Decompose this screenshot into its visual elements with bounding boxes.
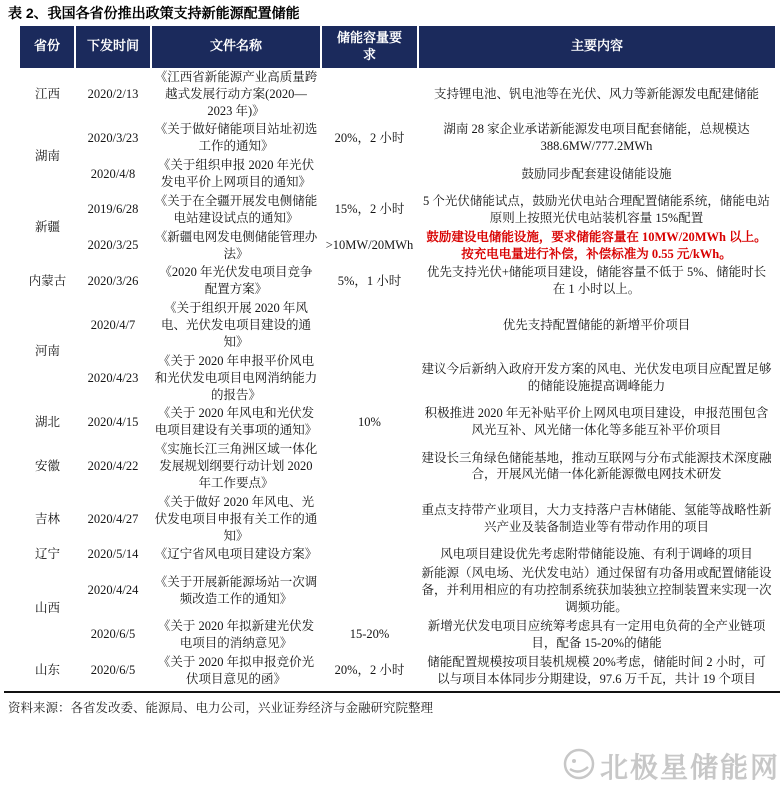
cell-date: 2020/4/15 [87, 414, 139, 429]
cell-date: 2020/3/26 [87, 273, 139, 288]
cell-province: 湖北 [34, 414, 60, 429]
cell-capacity-req: 5%，1 小时 [337, 273, 402, 288]
table-row [20, 192, 775, 228]
cell-main-content: 优先支持配置储能的新增平价项目 [502, 318, 691, 333]
table-title: 表 2、我国各省份推出政策支持新能源配置储能 [8, 5, 300, 21]
cell-province: 山东 [34, 663, 60, 678]
cell-doc-name: 《关于 2020 年申报平价风电和光伏发电项目电网消纳能力的报告》 [154, 353, 318, 402]
cell-doc-name: 《新疆电网发电侧储能管理办法》 [154, 229, 318, 261]
cell-capacity-req [321, 440, 418, 493]
cell-capacity-req: 15-20% [349, 627, 390, 642]
cell-province: 湖南 [34, 148, 60, 163]
cell-capacity-req: 20%，2 小时 [334, 130, 405, 145]
table-row [20, 299, 775, 352]
cell-doc-name: 《关于 2020 年拟申报竞价光伏项目意见的函》 [157, 654, 315, 686]
cell-date: 2019/6/28 [87, 202, 139, 217]
table-row [20, 156, 775, 192]
cell-date: 2020/2/13 [87, 86, 139, 101]
cell-doc-name: 《实施长江三角洲区域一体化发展规划纲要行动计划 2020 年工作要点》 [154, 442, 318, 490]
table-row [20, 263, 775, 299]
cell-capacity-req: >10MW/20MWh [325, 238, 414, 253]
cell-capacity-req [321, 68, 418, 121]
table-row [20, 404, 775, 440]
header-date: 下发时间 [75, 26, 151, 68]
cell-capacity-req [321, 564, 418, 617]
table-row [20, 352, 775, 405]
table-row [20, 564, 775, 617]
table-row [20, 120, 775, 156]
cell-doc-name: 《关于 2020 年风电和光伏发电项目建设有关事项的通知》 [154, 406, 318, 438]
cell-date: 2020/4/24 [87, 583, 139, 598]
cell-main-content-highlighted: 鼓励建设电储能设施，要求储能容量在 10MW/20MWh 以上。按充电电量进行补偿，补偿标准为 0.55 元/kWh。 [426, 229, 767, 261]
cell-main-content: 鼓励同步配套建设储能设施 [521, 166, 672, 181]
cell-capacity-req [321, 545, 418, 564]
header-main-content: 主要内容 [418, 26, 775, 68]
cell-capacity-req: 15%，2 小时 [334, 202, 405, 217]
cell-province: 河南 [34, 344, 60, 359]
header-row [20, 26, 775, 68]
cell-capacity-req [321, 156, 418, 192]
cell-province: 安徽 [34, 459, 60, 474]
table-row [20, 228, 775, 264]
header-province: 省份 [20, 26, 75, 68]
cell-date: 2020/4/8 [90, 166, 136, 181]
header-doc-name: 文件名称 [151, 26, 321, 68]
cell-capacity-req: 10% [358, 414, 381, 429]
cell-date: 2020/5/14 [87, 547, 139, 562]
cell-doc-name: 《关于组织申报 2020 年光伏发电平价上网项目的通知》 [157, 158, 315, 190]
table-row [20, 653, 775, 689]
watermark-text: 北极星储能网 [599, 752, 780, 783]
cell-main-content: 重点支持带产业项目，大力支持落户吉林储能、氢能等战略性新兴产业及装备制造业等有带动作用的项目 [421, 503, 772, 535]
cell-main-content: 建设长三角绿色储能基地，推动互联网与分布式能源技术深度融合，开展风光储一体化新能源微电网技术研发 [421, 450, 772, 482]
cell-main-content: 新增光伏发电项目应统筹考虑具有一定用电负荷的全产业链项目，配备 15-20%的储能 [427, 618, 766, 650]
cell-date: 2020/4/22 [87, 459, 139, 474]
cell-doc-name: 《江西省新能源产业高质量跨越式发展行动方案(2020—2023 年)》 [154, 69, 318, 118]
cell-province: 江西 [34, 86, 60, 101]
table-row [20, 68, 775, 121]
cell-capacity-req [321, 299, 418, 352]
cell-main-content: 5 个光伏储能试点，鼓励光伏电站合理配置储能系统，储能电站原则上按照光伏电站装机容量 15%配置 [423, 193, 770, 225]
cell-date: 2020/6/5 [90, 663, 136, 678]
cell-doc-name: 《关于做好 2020 年风电、光伏发电项目申报有关工作的通知》 [154, 494, 318, 543]
watermark [562, 746, 780, 786]
cell-main-content: 优先支持光伏+储能项目建设，储能容量不低于 5%、储能时长在 1 小时以上。 [426, 265, 767, 297]
cell-capacity-req [321, 352, 418, 405]
cell-main-content: 储能配置规模按项目装机规模 20%考虑，储能时间 2 小时，可以与项目本体同步分期建设，97.6 万千瓦，共计 19 个项目 [427, 654, 766, 686]
cell-date: 2020/4/7 [90, 318, 136, 333]
source-note: 资料来源：各省发改委、能源局、电力公司，兴业证券经济与金融研究院整理 [8, 701, 434, 716]
cell-date: 2020/4/27 [87, 511, 139, 526]
cell-province: 山西 [34, 601, 60, 616]
cell-main-content: 支持锂电池、钒电池等在光伏、风力等新能源发电配建储能 [433, 86, 759, 101]
header-capacity-req: 储能容量要求 [321, 26, 418, 68]
cell-doc-name: 《2020 年光伏发电项目竞争配置方案》 [159, 265, 313, 297]
cell-doc-name: 《辽宁省风电项目建设方案》 [154, 547, 318, 562]
cell-date: 2020/6/5 [90, 627, 136, 642]
cell-province: 辽宁 [34, 547, 60, 562]
cell-province: 新疆 [34, 220, 60, 235]
cell-main-content: 建议今后新纳入政府开发方案的风电、光伏发电项目应配置足够的储能设施提高调峰能力 [421, 362, 772, 394]
cell-date: 2020/3/23 [87, 130, 139, 145]
cell-main-content: 风电项目建设优先考虑附带储能设施、有利于调峰的项目 [440, 547, 753, 562]
table-row [20, 440, 775, 493]
cell-date: 2020/3/25 [87, 238, 139, 253]
cell-capacity-req: 20%，2 小时 [334, 663, 405, 678]
cell-date: 2020/4/23 [87, 370, 139, 385]
cell-doc-name: 《关于开展新能源场站一次调频改造工作的通知》 [154, 574, 318, 606]
table-row [20, 545, 775, 564]
cell-capacity-req [321, 493, 418, 546]
bjx-logo-icon [562, 747, 596, 786]
cell-doc-name: 《关于 2020 年拟新建光伏发电项目的消纳意见》 [157, 618, 315, 650]
cell-doc-name: 《关于组织开展 2020 年风电、光伏发电项目建设的通知》 [160, 301, 311, 349]
cell-doc-name: 《关于做好储能项目站址初选工作的通知》 [154, 122, 318, 154]
table-row [20, 493, 775, 546]
cell-main-content: 新能源（风电场、光伏发电站）通过保留有功备用或配置储能设备，并利用相应的有功控制系统获加装独立控制装置来实现一次调频功能。 [421, 566, 772, 615]
cell-main-content: 积极推进 2020 年无补贴平价上网风电项目建设，申报范围包含风光互补、风光储一体化等多能互补平价项目 [424, 406, 769, 438]
cell-main-content: 湖南 28 家企业承诺新能源发电项目配套储能，总规模达 388.6MW/777.2MWh [443, 122, 750, 154]
table-row [20, 617, 775, 653]
cell-province: 吉林 [34, 511, 60, 526]
cell-doc-name: 《关于在全疆开展发电侧储能电站建设试点的通知》 [154, 193, 318, 225]
cell-province: 内蒙古 [28, 273, 67, 288]
policy-table [20, 26, 775, 688]
